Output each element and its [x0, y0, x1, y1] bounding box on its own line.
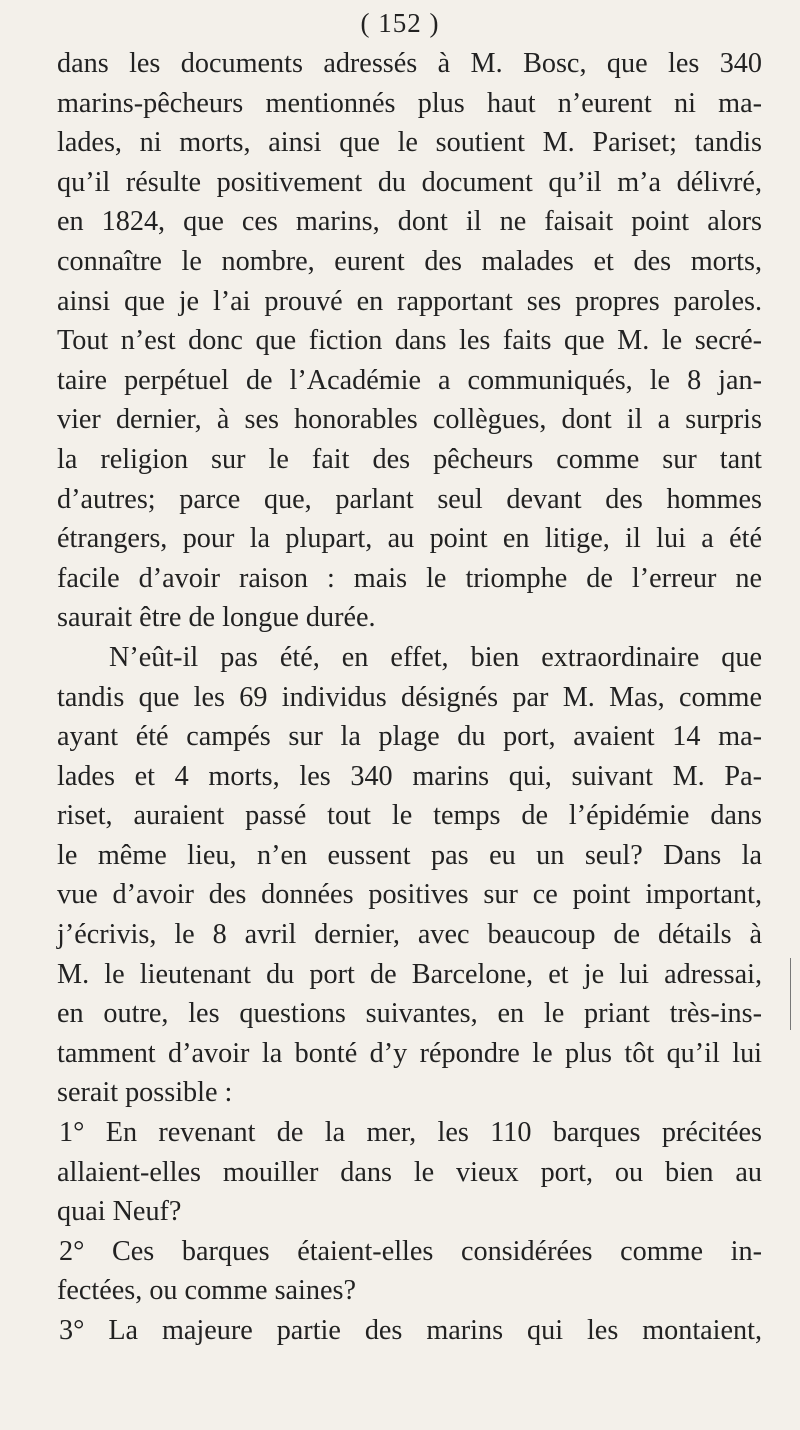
text-line-29: allaient-elles mouiller dans le vieux port, ou bien au: [57, 1156, 762, 1188]
text-line-17: tandis que les 69 individus désignés par M. Mas, comme: [57, 681, 762, 713]
text-line-18: ayant été campés sur la plage du port, avaient 14 ma-: [57, 721, 762, 753]
text-line-25: en outre, les questions suivantes, en le priant très-ins-: [57, 998, 762, 1030]
text-line-16: N’eût-il pas été, en effet, bien extraordinaire que: [109, 641, 762, 673]
text-line-24: M. le lieutenant du port de Barcelone, et je lui adressai,: [57, 958, 762, 990]
text-line-11: la religion sur le fait des pêcheurs comme sur tant: [57, 443, 762, 475]
text-line-27: serait possible :: [57, 1077, 233, 1109]
text-line-23: j’écrivis, le 8 avril dernier, avec beaucoup de détails à: [57, 919, 762, 951]
body-text: [57, 44, 762, 1351]
text-line-8: Tout n’est donc que fiction dans les faits que M. le secré-: [57, 325, 762, 357]
text-line-5: en 1824, que ces marins, dont il ne faisait point alors: [57, 206, 762, 238]
text-line-20: riset, auraient passé tout le temps de l’épidémie dans: [57, 800, 762, 832]
text-line-2: marins-pêcheurs mentionnés plus haut n’eurent ni ma-: [57, 87, 762, 119]
text-line-30: quai Neuf?: [57, 1196, 182, 1228]
text-line-13: étrangers, pour la plupart, au point en litige, il lui a été: [57, 523, 762, 555]
text-line-21: le même lieu, n’en eussent pas eu un seul? Dans la: [57, 839, 762, 871]
text-line-6: connaître le nombre, eurent des malades et des morts,: [57, 245, 762, 277]
text-line-26: tamment d’avoir la bonté d’y répondre le plus tôt qu’il lui: [57, 1037, 762, 1069]
text-line-22: vue d’avoir des données positives sur ce point important,: [57, 879, 762, 911]
text-line-31: 2° Ces barques étaient-elles considérées comme in-: [59, 1235, 762, 1267]
text-line-9: taire perpétuel de l’Académie a communiqués, le 8 jan-: [57, 364, 762, 396]
text-line-14: facile d’avoir raison : mais le triomphe de l’erreur ne: [57, 562, 762, 594]
text-line-15: saurait être de longue durée.: [57, 602, 376, 634]
page-number: ( 152 ): [360, 8, 440, 38]
text-line-32: fectées, ou comme saines?: [57, 1275, 356, 1307]
text-line-4: qu’il résulte positivement du document qu’il m’a délivré,: [57, 166, 762, 198]
text-line-3: lades, ni morts, ainsi que le soutient M. Pariset; tandis: [57, 127, 762, 159]
text-line-19: lades et 4 morts, les 340 marins qui, suivant M. Pa-: [57, 760, 762, 792]
text-line-28: 1° En revenant de la mer, les 110 barques précitées: [59, 1117, 762, 1149]
margin-mark: [790, 958, 791, 1030]
text-line-12: d’autres; parce que, parlant seul devant des hommes: [57, 483, 762, 515]
text-line-10: vier dernier, à ses honorables collègues, dont il a surpris: [57, 404, 762, 436]
text-line-7: ainsi que je l’ai prouvé en rapportant ses propres paroles.: [57, 285, 762, 317]
text-line-1: dans les documents adressés à M. Bosc, que les 340: [57, 48, 762, 79]
text-line-33: 3° La majeure partie des marins qui les montaient,: [59, 1315, 762, 1346]
